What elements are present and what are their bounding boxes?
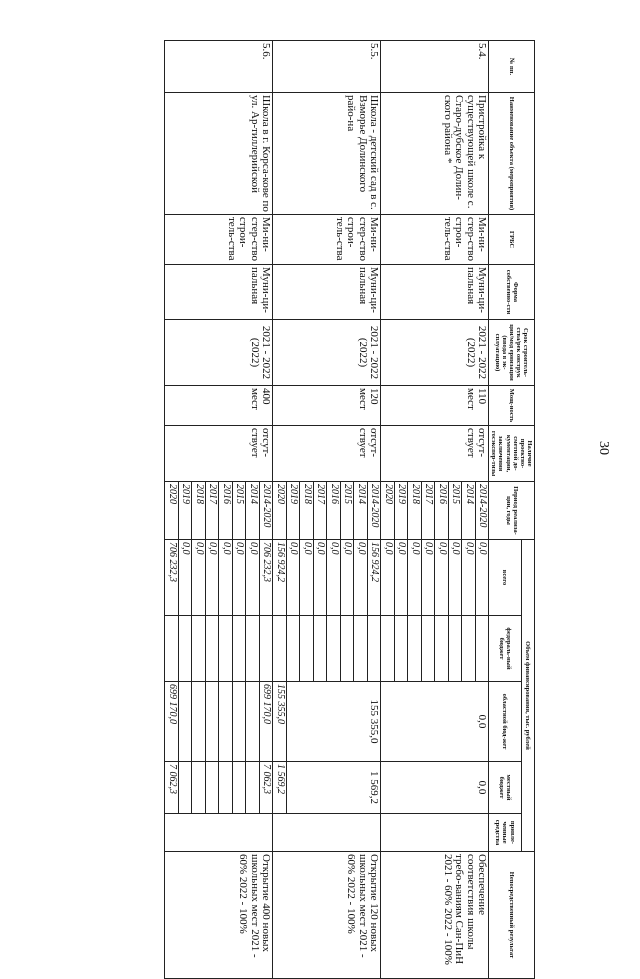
federal-cell — [340, 616, 354, 682]
capacity-cell: 120 мест — [273, 386, 381, 426]
federal-cell — [421, 616, 435, 682]
regional-cell: 699 170,0 — [259, 682, 273, 762]
rotated-table-frame — [100, 40, 535, 965]
year-cell: 2014-2020 — [259, 482, 273, 540]
result-cell: Обеспечение соответствия школы требо-ваниям Сан-ПиН 2021 - 60% 2022 - 100% — [381, 852, 489, 979]
header-regional: областной бюд-жет — [489, 682, 521, 762]
total-cell: 0,0 — [192, 540, 206, 616]
regional-cell-year: 155 355,0 — [273, 682, 287, 762]
total-cell: 0,0 — [448, 540, 462, 616]
federal-cell — [394, 616, 408, 682]
header-expertise: Наличие проектно-сметной до-кументации, заключения госэкспер-тизы — [489, 426, 535, 482]
year-cell: 2017 — [421, 482, 435, 540]
capacity-cell: 110 мест — [381, 386, 489, 426]
total-cell: 0,0 — [178, 540, 192, 616]
period-cell: 2021 - 2022 (2022) — [273, 320, 381, 386]
header-federal: федераль-ный бюджет — [489, 616, 521, 682]
federal-cell — [286, 616, 300, 682]
regional-cell: 155 355,0 — [286, 682, 381, 762]
header-ownership: Форма собственно-сти — [489, 265, 535, 320]
year-cell: 2020 — [273, 482, 287, 540]
ownership-cell: Муни-ци-пальная — [273, 265, 381, 320]
total-cell: 0,0 — [394, 540, 408, 616]
year-cell: 2018 — [300, 482, 314, 540]
total-cell: 0,0 — [313, 540, 327, 616]
local-cell-year — [192, 762, 206, 814]
header-years: Период реализа-ции, годы — [489, 482, 535, 540]
row-num: 5.5. — [273, 41, 381, 93]
total-cell: 0,0 — [435, 540, 449, 616]
federal-cell — [300, 616, 314, 682]
total-cell: 0,0 — [340, 540, 354, 616]
federal-cell — [232, 616, 246, 682]
private-cell — [165, 814, 273, 852]
total-cell: 0,0 — [219, 540, 233, 616]
header-name: Наименование объекта (мероприятия) — [489, 93, 535, 215]
total-cell: 0,0 — [421, 540, 435, 616]
ownership-cell: Муни-ци-пальная — [165, 265, 273, 320]
total-cell: 0,0 — [381, 540, 395, 616]
object-name: Пристройка к существующей школе с. Старо-дубское Долин-ского района * — [381, 93, 489, 215]
local-cell-year — [246, 762, 260, 814]
federal-cell — [246, 616, 260, 682]
year-cell: 2016 — [327, 482, 341, 540]
year-cell: 2018 — [408, 482, 422, 540]
table-row — [259, 41, 273, 979]
year-cell: 2019 — [178, 482, 192, 540]
federal-cell — [165, 616, 179, 682]
federal-cell — [435, 616, 449, 682]
period-cell: 2021 - 2022 (2022) — [165, 320, 273, 386]
expertise-cell: отсут-ствует — [381, 426, 489, 482]
expertise-cell: отсут-ствует — [165, 426, 273, 482]
federal-cell — [192, 616, 206, 682]
result-cell: Открытие 400 новых школьных мест 2021 - 60% 2022 - 100% — [165, 852, 273, 979]
year-cell: 2015 — [340, 482, 354, 540]
header-private: привле-ченные средства — [489, 814, 521, 852]
year-cell: 2019 — [286, 482, 300, 540]
private-cell — [273, 814, 381, 852]
federal-cell — [273, 616, 287, 682]
total-cell: 0,0 — [354, 540, 368, 616]
regional-cell-year — [205, 682, 219, 762]
header-funding: Объем финансирования, тыс. рублей — [521, 540, 534, 852]
federal-cell — [381, 616, 395, 682]
federal-cell — [219, 616, 233, 682]
regional-cell: 0,0 — [381, 682, 489, 762]
table-row — [367, 41, 381, 979]
regional-cell-year — [246, 682, 260, 762]
total-cell: 0,0 — [286, 540, 300, 616]
year-cell: 2015 — [232, 482, 246, 540]
regional-cell-year: 699 170,0 — [165, 682, 179, 762]
grbs-cell: Ми-ни-стер-ство строи-тель-ства — [273, 215, 381, 265]
federal-cell — [259, 616, 273, 682]
total-cell: 156 924,2 — [273, 540, 287, 616]
year-cell: 2020 — [381, 482, 395, 540]
federal-cell — [354, 616, 368, 682]
total-cell: 0,0 — [408, 540, 422, 616]
expertise-cell: отсут-ствует — [273, 426, 381, 482]
year-cell: 2018 — [192, 482, 206, 540]
federal-cell — [367, 616, 381, 682]
local-cell-year: 1 569,2 — [273, 762, 287, 814]
total-cell: 0,0 — [300, 540, 314, 616]
local-cell: 7 062,3 — [259, 762, 273, 814]
regional-cell-year — [178, 682, 192, 762]
year-cell: 2020 — [165, 482, 179, 540]
table-row — [475, 41, 489, 979]
year-cell: 2015 — [448, 482, 462, 540]
federal-cell — [205, 616, 219, 682]
federal-cell — [178, 616, 192, 682]
local-cell-year — [178, 762, 192, 814]
regional-cell-year — [192, 682, 206, 762]
regional-cell-year — [219, 682, 233, 762]
year-cell: 2017 — [313, 482, 327, 540]
total-cell: 0,0 — [232, 540, 246, 616]
object-name: Школа - детский сад в с. Взморье Долинского райо-на — [273, 93, 381, 215]
federal-cell — [475, 616, 489, 682]
header-result: Непосредственный результат — [489, 852, 535, 979]
year-cell: 2014-2020 — [475, 482, 489, 540]
year-cell: 2014 — [354, 482, 368, 540]
object-name: Школа в г. Корса-кове по ул. Ар-тиллерийской — [165, 93, 273, 215]
total-cell: 0,0 — [205, 540, 219, 616]
row-num: 5.6. — [165, 41, 273, 93]
capacity-cell: 400 мест — [165, 386, 273, 426]
federal-cell — [448, 616, 462, 682]
funding-table — [164, 40, 535, 979]
year-cell: 2016 — [219, 482, 233, 540]
local-cell: 1 569,2 — [286, 762, 381, 814]
year-cell: 2019 — [394, 482, 408, 540]
page-number: 30 — [596, 441, 611, 455]
federal-cell — [408, 616, 422, 682]
header-capacity: Мощ-ность — [489, 386, 535, 426]
federal-cell — [327, 616, 341, 682]
total-cell: 0,0 — [462, 540, 476, 616]
header-total: всего — [489, 540, 521, 616]
result-cell: Открытие 120 новых школьных мест 2021 - 60% 2022 - 100% — [273, 852, 381, 979]
year-cell: 2014-2020 — [367, 482, 381, 540]
year-cell: 2014 — [462, 482, 476, 540]
total-cell: 0,0 — [475, 540, 489, 616]
local-cell-year: 7 062,3 — [165, 762, 179, 814]
local-cell-year — [232, 762, 246, 814]
header-local: местный бюджет — [489, 762, 521, 814]
year-cell: 2014 — [246, 482, 260, 540]
year-cell: 2016 — [435, 482, 449, 540]
ownership-cell: Муни-ци-пальная — [381, 265, 489, 320]
local-cell-year — [219, 762, 233, 814]
total-cell: 706 232,3 — [165, 540, 179, 616]
grbs-cell: Ми-ни-стер-ство строи-тель-ства — [381, 215, 489, 265]
private-cell — [381, 814, 489, 852]
total-cell: 706 232,3 — [259, 540, 273, 616]
federal-cell — [462, 616, 476, 682]
local-cell: 0,0 — [381, 762, 489, 814]
total-cell: 0,0 — [327, 540, 341, 616]
local-cell-year — [205, 762, 219, 814]
total-cell: 156 924,2 — [367, 540, 381, 616]
total-cell: 0,0 — [246, 540, 260, 616]
federal-cell — [313, 616, 327, 682]
period-cell: 2021 - 2022 (2022) — [381, 320, 489, 386]
row-num: 5.4. — [381, 41, 489, 93]
regional-cell-year — [232, 682, 246, 762]
year-cell: 2017 — [205, 482, 219, 540]
header-num: № пп. — [489, 41, 535, 93]
grbs-cell: Ми-ни-стер-ство строи-тель-ства — [165, 215, 273, 265]
header-grbs: ГРБС — [489, 215, 535, 265]
header-period: Срок строитель-ства/рек онструк ции/мод ернизации (ввода в эк-сплуатацию) — [489, 320, 535, 386]
table-container — [100, 40, 535, 965]
